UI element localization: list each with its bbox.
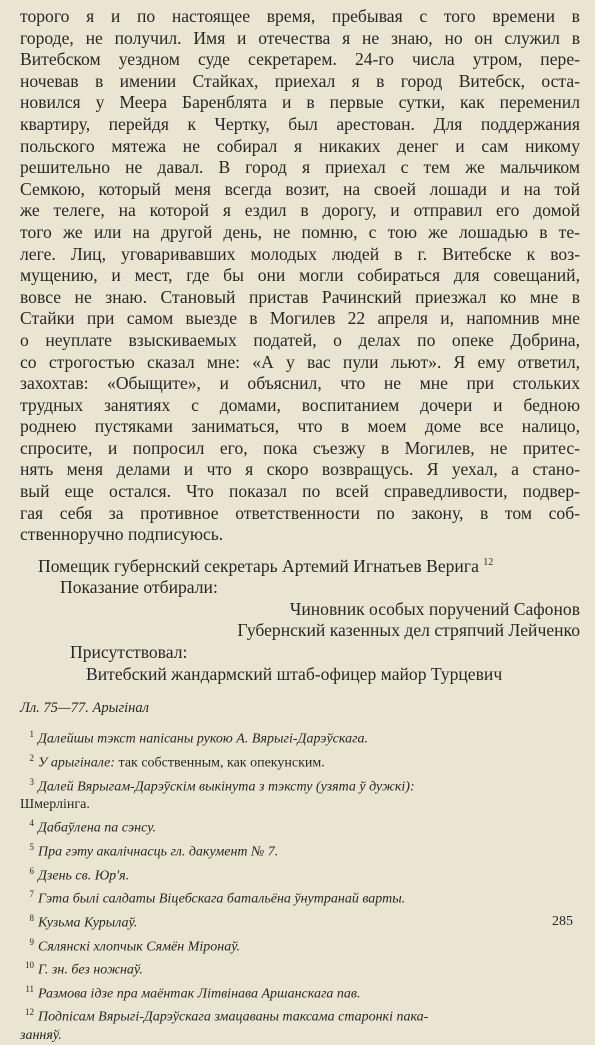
footnote xyxy=(20,980,580,1004)
footnote-text: Шмерлінга. xyxy=(20,797,90,813)
footnote xyxy=(20,862,580,886)
text-line: роднею пустяками заниматься, что в моем доме все налицо, xyxy=(20,416,580,437)
text-line: ственноручно подписуюсь. xyxy=(20,524,224,545)
footnote-text: Далей Вярыгам-Дарэўскім выкінута з тэксту (узята ў дужкі): xyxy=(38,779,415,795)
footnote-number: 10 xyxy=(25,960,34,971)
footnote-number: 12 xyxy=(25,1007,34,1018)
text-line: мущению, и мест, где бы они могли собираться для совещаний, xyxy=(20,265,580,286)
present-label: Присутствовал: xyxy=(70,642,188,663)
footnote-number: 2 xyxy=(29,752,34,763)
footnote-text: Дзень св. Юр'я. xyxy=(38,868,130,884)
footnote-number: 9 xyxy=(29,936,34,947)
text-line: нять меня делами и что я скоро возвращусь. Я уехал, а стано- xyxy=(20,459,580,480)
footnote xyxy=(20,749,580,773)
text-line: Стайки при самом выезде в Могилев 22 апреля и, напомнив мне xyxy=(20,308,580,329)
footnote-number: 1 xyxy=(29,729,34,740)
archive-source: Лл. 75—77. Арыгінал xyxy=(20,700,149,717)
footnote-number: 3 xyxy=(29,776,34,787)
footnote-text: У арыгінале: xyxy=(38,755,116,771)
document-page xyxy=(20,6,580,1045)
footnote xyxy=(20,1003,580,1027)
text-line: решительно не давал. В город я приехал с тем же мальчиком xyxy=(20,157,580,178)
testimony-text xyxy=(20,6,580,546)
footnote-number: 7 xyxy=(29,889,34,900)
footnote-text: Сялянскі хлопчык Сямён Міронаў. xyxy=(38,939,241,955)
footnote xyxy=(20,885,580,909)
text-line: вый еще остался. Что показал по всей справедливости, подвер- xyxy=(20,481,580,502)
footnote-text: так собственным, как опекунским. xyxy=(115,755,325,771)
text-line: Витебском уездном суде секретарем. 24-го числа утром, пере- xyxy=(20,49,580,70)
text-line: Семкою, который меня всегда возит, на своей лошади и на той xyxy=(20,178,580,199)
footnote-text: Пра гэту акалічнасць гл. дакумент № 7. xyxy=(38,844,279,860)
official-turtsevich: Витебский жандармский штаб-офицер майор Турцевич xyxy=(86,663,503,684)
footnote-text: Дабаўлена па сэнсу. xyxy=(38,820,157,836)
footnote-number: 4 xyxy=(29,818,34,829)
footnote-text: Г. зн. без ножнаў. xyxy=(38,962,143,978)
footnote xyxy=(20,796,580,814)
landowner-signature xyxy=(20,552,580,577)
footnote xyxy=(20,725,580,749)
footnote-text: Гэта былі салдаты Віцебскага батальёна ўнутранай варты. xyxy=(38,891,406,907)
official-safonov: Чиновник особых поручений Сафонов xyxy=(289,598,580,619)
footnote-text: Подпісам Вярыгі-Дарэўскага змацаваны таксама старонкі пака- xyxy=(38,1010,429,1026)
footnote xyxy=(20,909,580,933)
official-leychenko: Губернский казенных дел стряпчий Лейченко xyxy=(237,620,580,641)
text-line: новился у Меера Баренблята и в первые сутки, как переменил xyxy=(20,92,580,113)
footnote-number: 6 xyxy=(29,865,34,876)
signature-block xyxy=(20,552,580,685)
footnote xyxy=(20,933,580,957)
footnote xyxy=(20,838,580,862)
text-line: ночевав в имении Стайках, приехал я в город Витебск, оста- xyxy=(20,70,580,91)
footnote-text: Далейшы тэкст напісаны рукою А. Вярыгі-Дарэўскага. xyxy=(38,731,369,747)
text-line: же телеге, на которой я ездил в дорогу, и отправил его домой xyxy=(20,200,580,221)
text-line: захохтав: «Обыщите», и объяснил, что не мне при стольких xyxy=(20,373,580,394)
footnote-number: 11 xyxy=(25,983,34,994)
text-line: о неуплате взыскиваемых податей, о делах по опеке Добрина, xyxy=(20,329,580,350)
text-line: польского мятежа не собирал я никаких денег и сам никому xyxy=(20,135,580,156)
text-line: трудных занятиях с домами, воспитанием дочери и бедною xyxy=(20,394,580,415)
text-line: со строгостью сказал мне: «А у вас пули льют». Я ему ответил, xyxy=(20,351,580,372)
text-line: квартиру, перейдя к Чертку, был арестован. Для поддержания xyxy=(20,113,580,134)
text-line: того же или на другой день, не помню, с тою же лошадью в те- xyxy=(20,221,580,242)
footnote-text: занняў. xyxy=(20,1028,62,1044)
page-number: 285 xyxy=(552,914,573,929)
landowner-name: Помещик губернский секретарь Артемий Игнатьев Верига xyxy=(38,555,479,576)
footnote xyxy=(20,773,580,797)
footnote-number: 5 xyxy=(29,841,34,852)
footnote-mark: 12 xyxy=(483,556,494,568)
footnote-text: Кузьма Курылаў. xyxy=(38,915,138,931)
text-line: гая себя за противное ответственности по закону, в том соб- xyxy=(20,502,580,523)
text-line: леге. Лиц, уговаривавших молодых людей в г. Витебске к воз- xyxy=(20,243,580,264)
text-line: спросите, и попросил его, пока съезжу в Могилев, не притес- xyxy=(20,437,580,458)
footnote-text: Размова ідзе пра маёнтак Літвінава Аршанскага пав. xyxy=(38,986,361,1002)
footnote-number: 8 xyxy=(29,912,34,923)
footnote xyxy=(20,956,580,980)
text-line: вовсе не знаю. Становый пристав Рачинский приезжал ко мне в xyxy=(20,286,580,307)
footnote xyxy=(20,814,580,838)
taken-by-label: Показание отбирали: xyxy=(60,577,218,598)
text-line: торого я и по настоящее время, пребывая с того времени в xyxy=(20,6,580,26)
text-line: городе, не получил. Имя и отечества я не знаю, но он служил в xyxy=(20,27,580,48)
footnote xyxy=(20,1027,580,1045)
footnotes xyxy=(20,725,580,1045)
